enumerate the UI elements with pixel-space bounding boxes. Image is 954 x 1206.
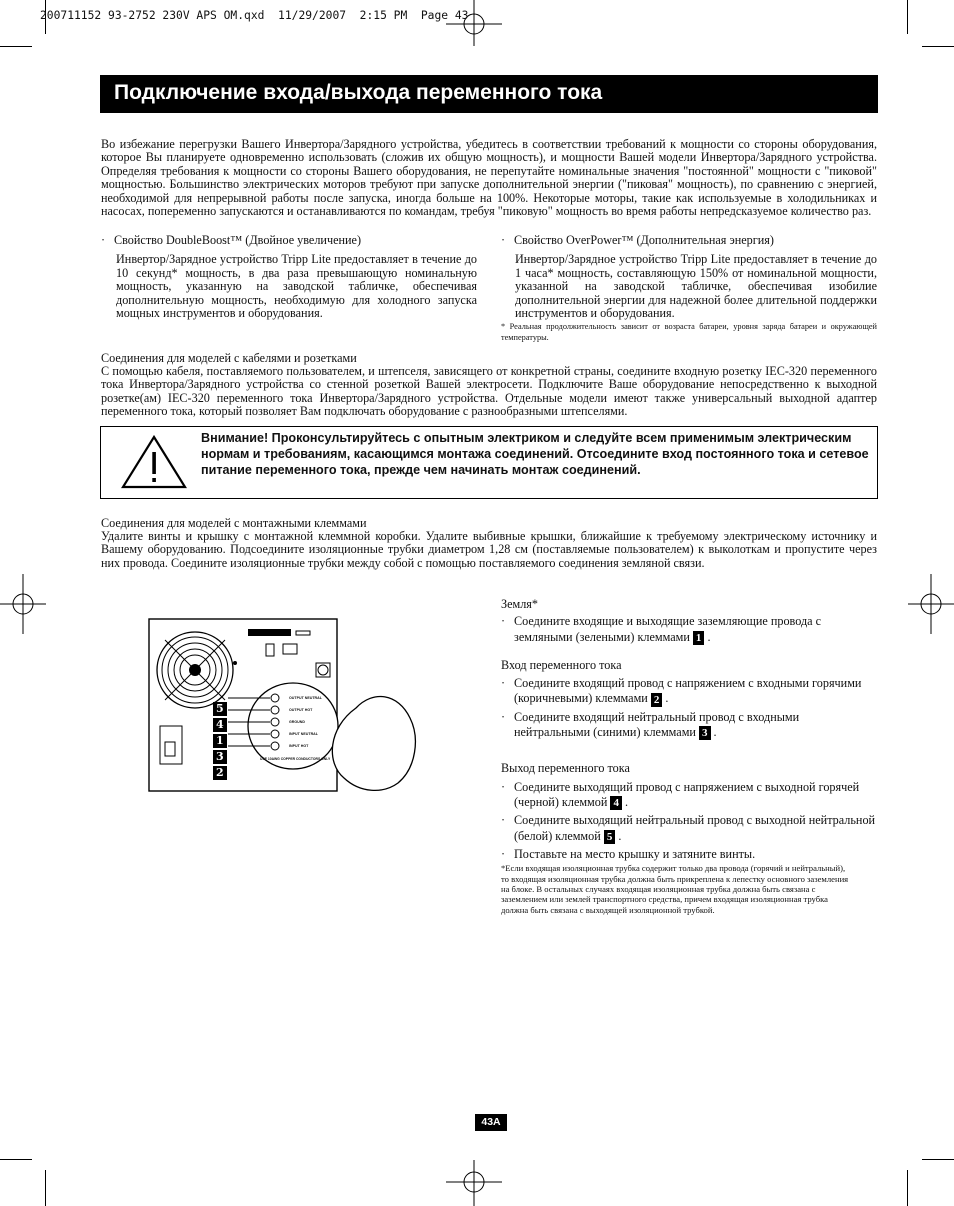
intro-paragraph: Во избежание перегрузки Вашего Инвертора/Зарядного устройства, убедитесь в соответствии требований к мощности со стороны оборудования, которое Вы планируете одновременно использовать (сложив их общую мощность), и мощности Вашей модели Инвертора/Зарядного устройства. Определяя требования к мощности со стороны Вашего оборудования, не перепутайте номинальные значения "постоянной" мощности с "пиковой" мощностью. Большинство электрических моторов требуют при запуске дополнительной энергии ("пиковая" мощность), по сравнению с энергией, необходимой для непрерывной работы после запуска, иногда больше на 100%. Некоторые моторы, такие как используемые в холодильниках и насосах, попеременно запускаются и останавливаются по командам, требуя "пиковую" мощность во время работы непредсказуемое количество раз. [101,137,877,219]
terminal-footer-label: USE 10AWG COPPER CONDUCTORS ONLY [260,757,331,761]
cable-section-heading: Соединения для моделей с кабелями и розетками [101,351,357,365]
terminal-labels [289,692,322,752]
ground-heading: Земля* [501,597,539,611]
terminal-label-output-neutral: OUTPUT NEUTRAL [289,696,322,700]
feature-overpower-title-row [501,234,877,247]
feature-overpower [501,234,877,343]
diagram-callout-4: 4 [213,718,227,732]
output-item-2-num: 5 [604,830,616,844]
registration-mark-right [908,574,954,634]
section-title: Подключение входа/выхода переменного тока [114,81,603,104]
terminal-label-ground: GROUND [289,720,305,724]
terminal-section-heading: Соединения для моделей с монтажными клеммами [101,516,367,530]
input-heading: Вход переменного тока [501,657,622,672]
bullet: · [501,813,506,828]
bullet: · [501,779,506,794]
warning-box [100,426,878,499]
input-item-2: · Соедините входящий нейтральный провод с входными нейтральными (синими) клеммами 3 . [501,709,800,740]
bullet: · [101,233,106,247]
wiring-footnote: *Если входящая изоляционная трубка содержит только два провода (горячий и нейтральный), то входящая изоляционная трубка должна быть прикреплена к лепестку основного заземления на блоке. В остальных случаях входящая изоляционная трубка должна быть связана с заземлением или землей транспортного средства, причем входящая изоляционная трубка должна быть связана с выходящей изоляционной трубкой. [501,863,849,915]
feature-doubleboost-title: Свойство DoubleBoost™ (Двойное увеличение) [114,233,361,247]
terminal-label-output-hot: OUTPUT HOT [289,708,313,712]
feature-doubleboost [101,234,477,320]
input-item-2-text: Соедините входящий нейтральный провод с входными нейтральными (синими) клеммами [514,709,800,740]
bullet: · [501,676,506,691]
terminal-label-input-hot: INPUT HOT [289,744,309,748]
terminal-label-input-neutral: INPUT NEUTRAL [289,732,318,736]
terminal-section-text: Удалите винты и крышку с монтажной клеммной коробки. Удалите выбивные крышки, ближайшие к требуемому электрическому источнику и Вашему оборудованию. Подсоедините изоляционные трубки диаметром 1,28 см (поставляемые пользователем) к выколоткам и пропустите через них провода. Соедините изоляционные трубки между собой с помощью поставляемого соединения земляной связи. [101,529,877,570]
output-item-1-num: 4 [610,796,622,810]
feature-overpower-footnote: * Реальная продолжительность зависит от возраста батареи, уровня заряда батареи и окружающей температуры. [501,322,877,342]
diagram-callout-2: 2 [213,766,227,780]
feature-doubleboost-text: Инвертор/Зарядное устройство Tripp Lite предоставляет в течение до 10 секунд* мощность, в два раза превышающую номинальную мощность, указанную на заводской табличке, обеспечивая дополнительную мощность, необходимую для холодного запуска мощных инструментов и оборудования. [116,252,477,321]
bullet: · [501,709,506,724]
wiring-instructions [501,597,877,915]
terminal-block-diagram [148,618,423,800]
input-item-2-num: 3 [699,726,711,740]
output-item-2-text: Соедините выходящий нейтральный провод с выходной нейтральной (белой) клеммой [514,813,876,843]
output-heading: Выход переменного тока [501,761,630,776]
feature-overpower-text: Инвертор/Зарядное устройство Tripp Lite предоставляет в течение до 1 часа* мощность, составляющую 150% от номинальной мощности, указанной на заводской табличке, обеспечивая изобилие дополнительной энергии для надежной более длительной поддержки инструментов и оборудования. [515,252,877,321]
cable-section-text: С помощью кабеля, поставляемого пользователем, и штепселя, зависящего от конкретной страны, соедините входную розетку IEC-320 переменного тока Инвертора/Зарядного устройства со стенной розеткой Вашей электросети. Подключите Ваше оборудование непосредственно к выходной розетке(ам) IEC-320 переменного тока Инвертора/Зарядного устройства. Отдельные модели имеют также универсальный выходной адаптер переменного тока, который позволяет Вам подключать оборудование с разнообразными штепселями. [101,364,877,419]
diagram-callout-5: 5 [213,702,227,716]
output-item-1-text: Соедините выходящий провод с напряжением с выходной горячей (черной) клеммой [514,779,860,809]
bullet: · [501,614,506,629]
bullet: · [501,233,506,247]
output-item-2: · Соедините выходящий нейтральный провод с выходной нейтральной (белой) клеммой 5 . [501,813,876,843]
section-title-bar [100,75,878,113]
feature-doubleboost-title-row [101,234,477,247]
registration-mark-top [444,0,504,48]
input-item-1-num: 2 [651,693,663,707]
final-item [501,847,877,862]
page-number: 43A [475,1114,507,1131]
warning-text: Внимание! Проконсультируйтесь с опытным электриком и следуйте всем применимым электрическим нормам и требованиям, касающимся монтажа соединений. Отсоедините вход постоянного тока и сетевое питание переменного тока, прежде чем начинать монтаж соединений. [201,431,869,477]
feature-overpower-title: Свойство OverPower™ (Дополнительная энергия) [514,233,774,247]
bullet: · [501,846,506,861]
final-item-text: Поставьте на место крышку и затяните винты. [514,846,756,861]
warning-triangle-icon [121,435,187,489]
ground-item-text: Соедините входящие и выходящие заземляющие провода с земляными (зелеными) клеммами [514,614,822,644]
diagram-callout-1: 1 [213,734,227,748]
unit-rear-panel-drawing [148,618,423,800]
output-item-1: · Соедините выходящий провод с напряжением с выходной горячей (черной) клеммой 4 . [501,779,860,810]
registration-mark-bottom [444,1160,504,1206]
registration-mark-left [0,574,46,634]
header-slug: 200711152 93-2752 230V APS OM.qxd 11/29/2007 2:15 PM Page 43 [40,9,469,22]
diagram-callout-3: 3 [213,750,227,764]
input-item-1: · Соедините входящий провод с напряжением с входными горячими (коричневыми) клеммами 2 . [501,676,862,706]
ground-item-num: 1 [693,631,705,645]
input-item-1-text: Соедините входящий провод с напряжением с входными горячими (коричневыми) клеммами [514,676,862,706]
ground-item: · Соедините входящие и выходящие заземляющие провода с земляными (зелеными) клеммами 1 . [501,614,822,644]
